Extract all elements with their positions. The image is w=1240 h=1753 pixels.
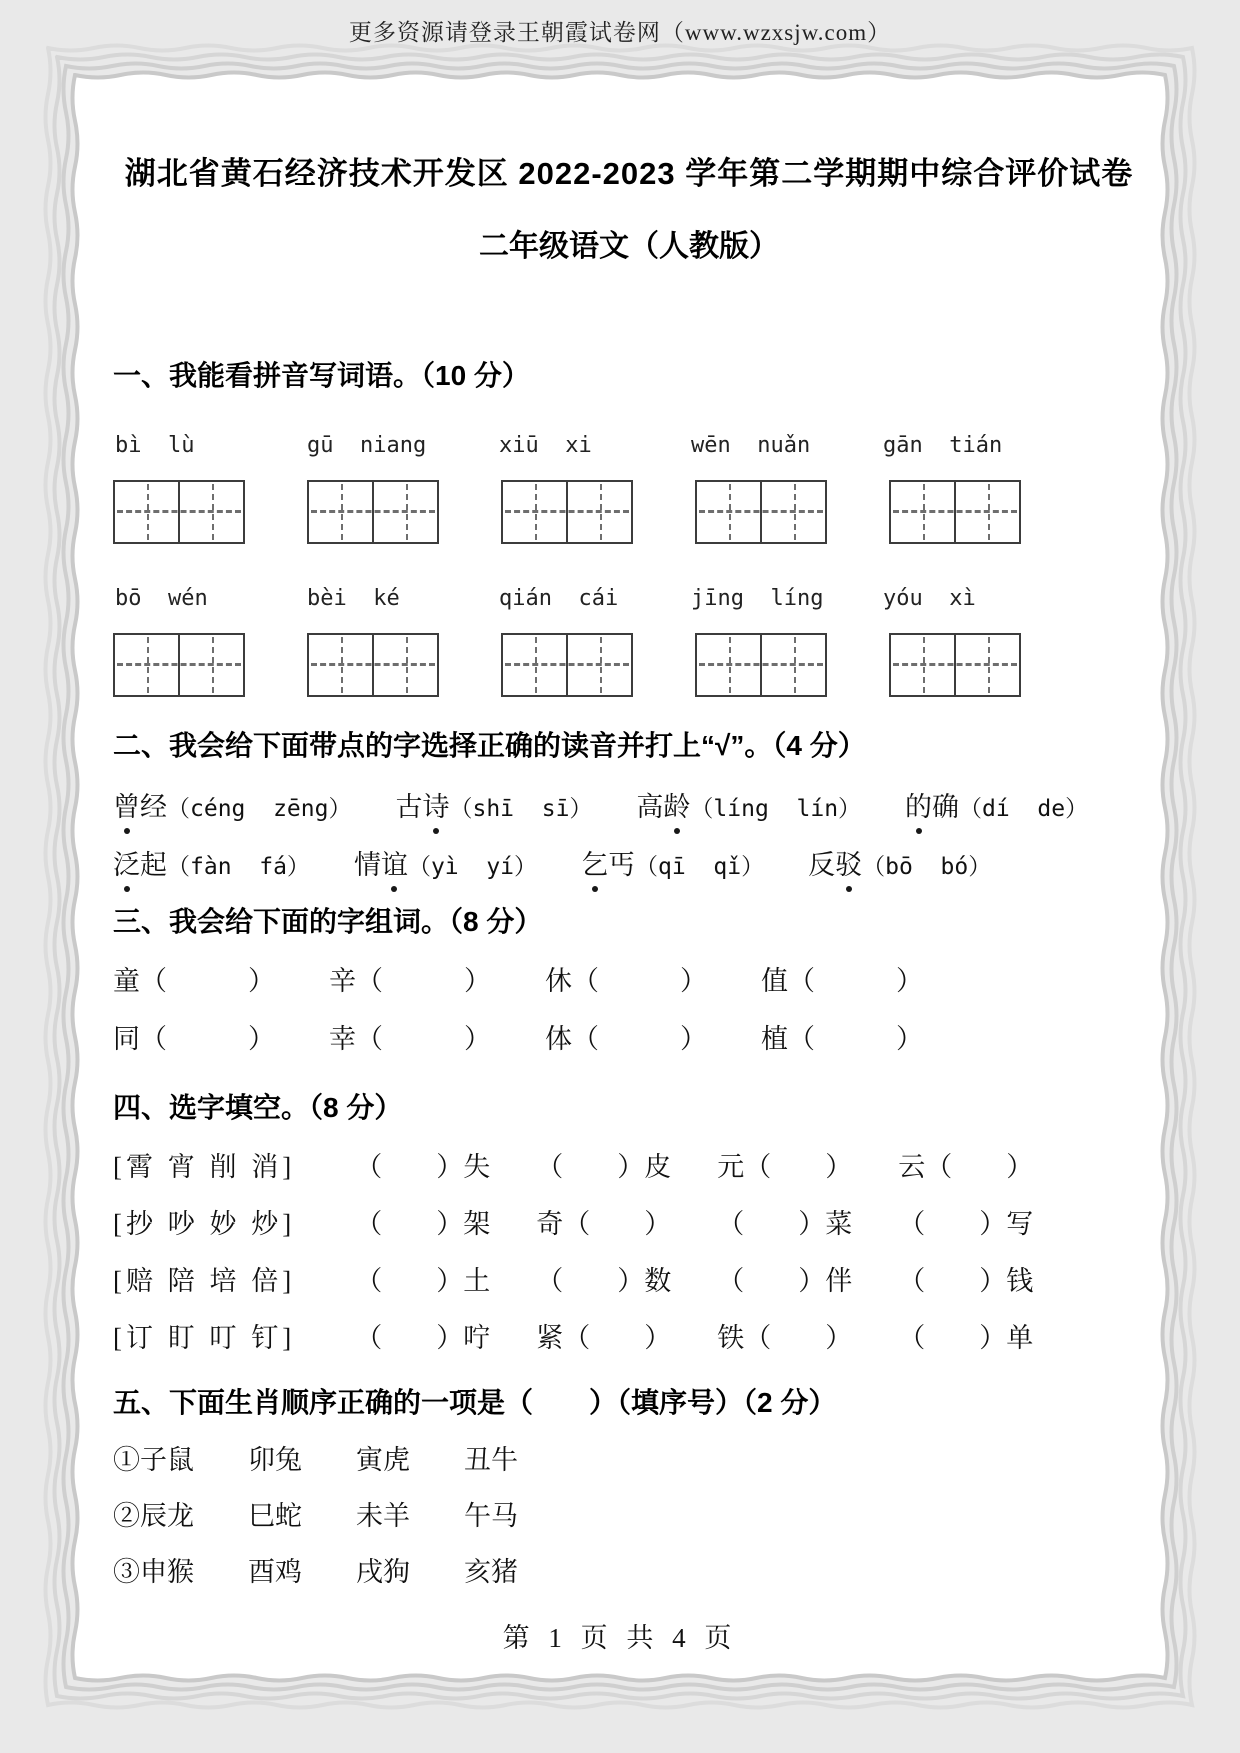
pinyin-word: bì lù [115,433,195,458]
fill-blank-item: 铁（ ） [717,1323,853,1353]
fill-blank-item: （ ）单 [898,1323,1034,1353]
word-blank-item: 植（ ） [761,1024,923,1054]
choice-bracket: [赔 陪 培 倍] [113,1266,296,1296]
pinyin-word: xiū xi [499,433,592,458]
phonetic-choice-row-1 [113,787,1145,829]
fill-blank-item: （ ）菜 [717,1209,853,1239]
writing-grid [695,480,827,544]
fill-blank-item: 元（ ） [717,1152,853,1182]
grid-cell [115,482,178,542]
grid-cell [178,635,243,695]
writing-grid-row-1 [113,480,1145,544]
page-number: 第 1 页 共 4 页 [502,1623,738,1653]
fill-blank-item: （ ）皮 [536,1152,672,1182]
grid-cell [954,482,1019,542]
site-note: 更多资源请登录王朝霞试卷网（www.wzxsjw.com） [348,20,892,45]
fill-blank-item: （ ）失 [355,1152,491,1182]
fill-in-row-2 [113,1204,1145,1244]
fill-blank-item: （ ）数 [536,1266,672,1296]
exam-subtitle: 二年级语文（人教版） [479,230,779,263]
phonetic-choice-row-2 [113,845,1145,887]
section1-heading: 一、我能看拼音写词语。（10 分） [113,360,530,391]
fill-blank-item: 云（ ） [898,1152,1034,1182]
grid-cell [503,635,566,695]
word-building-row-1 [113,961,1145,1001]
grid-cell [115,635,178,695]
grid-cell [372,482,437,542]
word-blank-item: 辛（ ） [329,966,491,996]
choice-bracket: [订 盯 叮 钉] [113,1323,296,1353]
grid-cell [760,635,825,695]
grid-cell [503,482,566,542]
fill-in-row-4 [113,1318,1145,1358]
fill-blank-item: （ ）钱 [898,1266,1034,1296]
zodiac-option-2: ②辰龙 巳蛇 未羊 午马 [113,1501,518,1531]
pinyin-word: gān tián [883,433,1003,458]
grid-cell [891,635,954,695]
fill-in-row-1 [113,1147,1145,1187]
grid-cell [372,635,437,695]
pinyin-word: gū niang [307,433,427,458]
fill-blank-item: （ ）写 [898,1209,1034,1239]
fill-blank-item: （ ）伴 [717,1266,853,1296]
section5-heading: 五、下面生肖顺序正确的一项是（ ）（填序号）（2 分） [113,1387,837,1418]
grid-cell [309,482,372,542]
pinyin-word: jīng líng [691,586,824,611]
fill-in-row-3 [113,1261,1145,1301]
writing-grid [889,480,1021,544]
phonetic-choice-item: 的确（dí de） [905,787,1088,829]
pinyin-row-1 [113,433,1145,458]
writing-grid [307,633,439,697]
pinyin-word: qián cái [499,586,619,611]
writing-grid [889,633,1021,697]
word-blank-item: 体（ ） [545,1024,707,1054]
grid-cell [178,482,243,542]
word-blank-item: 休（ ） [545,966,707,996]
choice-bracket: [霄 宵 削 消] [113,1152,296,1182]
writing-grid [113,633,245,697]
phonetic-choice-item: 高龄（líng lín） [636,787,861,829]
word-blank-item: 值（ ） [761,966,923,996]
grid-cell [309,635,372,695]
word-blank-item: 幸（ ） [329,1024,491,1054]
pinyin-word: bō wén [115,586,208,611]
section2-heading: 二、我会给下面带点的字选择正确的读音并打上“√”。（4 分） [113,730,866,761]
pinyin-word: yóu xì [883,586,976,611]
writing-grid-row-2 [113,633,1145,697]
grid-cell [891,482,954,542]
grid-cell [954,635,1019,695]
writing-grid [307,480,439,544]
fill-blank-item: （ ）架 [355,1209,491,1239]
pinyin-word: wēn nuǎn [691,433,811,458]
writing-grid [501,480,633,544]
phonetic-choice-item: 泛起（fàn fá） [113,845,310,887]
choice-bracket: [抄 吵 妙 炒] [113,1209,296,1239]
phonetic-choice-item: 情谊（yì yí） [354,845,537,887]
pinyin-word: bèi ké [307,586,400,611]
writing-grid [695,633,827,697]
section3-heading: 三、我会给下面的字组词。（8 分） [113,906,543,937]
grid-cell [697,482,760,542]
pinyin-row-2 [113,586,1145,611]
phonetic-choice-item: 乞丐（qī qǐ） [581,845,764,887]
fill-blank-item: 紧（ ） [536,1323,672,1353]
section4-heading: 四、选字填空。（8 分） [113,1092,403,1123]
phonetic-choice-item: 反驳（bō bó） [808,845,991,887]
fill-blank-item: （ ）咛 [355,1323,491,1353]
fill-blank-item: 奇（ ） [536,1209,672,1239]
fill-blank-item: （ ）土 [355,1266,491,1296]
zodiac-option-1: ①子鼠 卯兔 寅虎 丑牛 [113,1445,518,1475]
writing-grid [501,633,633,697]
word-building-row-2 [113,1019,1145,1059]
grid-cell [566,635,631,695]
grid-cell [697,635,760,695]
word-blank-item: 同（ ） [113,1024,275,1054]
grid-cell [760,482,825,542]
exam-title: 湖北省黄石经济技术开发区 2022-2023 学年第二学期期中综合评价试卷 [124,156,1134,191]
paper-content [0,148,1240,1592]
word-blank-item: 童（ ） [113,966,275,996]
writing-grid [113,480,245,544]
grid-cell [566,482,631,542]
phonetic-choice-item: 曾经（céng zēng） [113,787,351,829]
phonetic-choice-item: 古诗（shī sī） [395,787,592,829]
zodiac-option-3: ③申猴 酉鸡 戌狗 亥猪 [113,1557,518,1587]
